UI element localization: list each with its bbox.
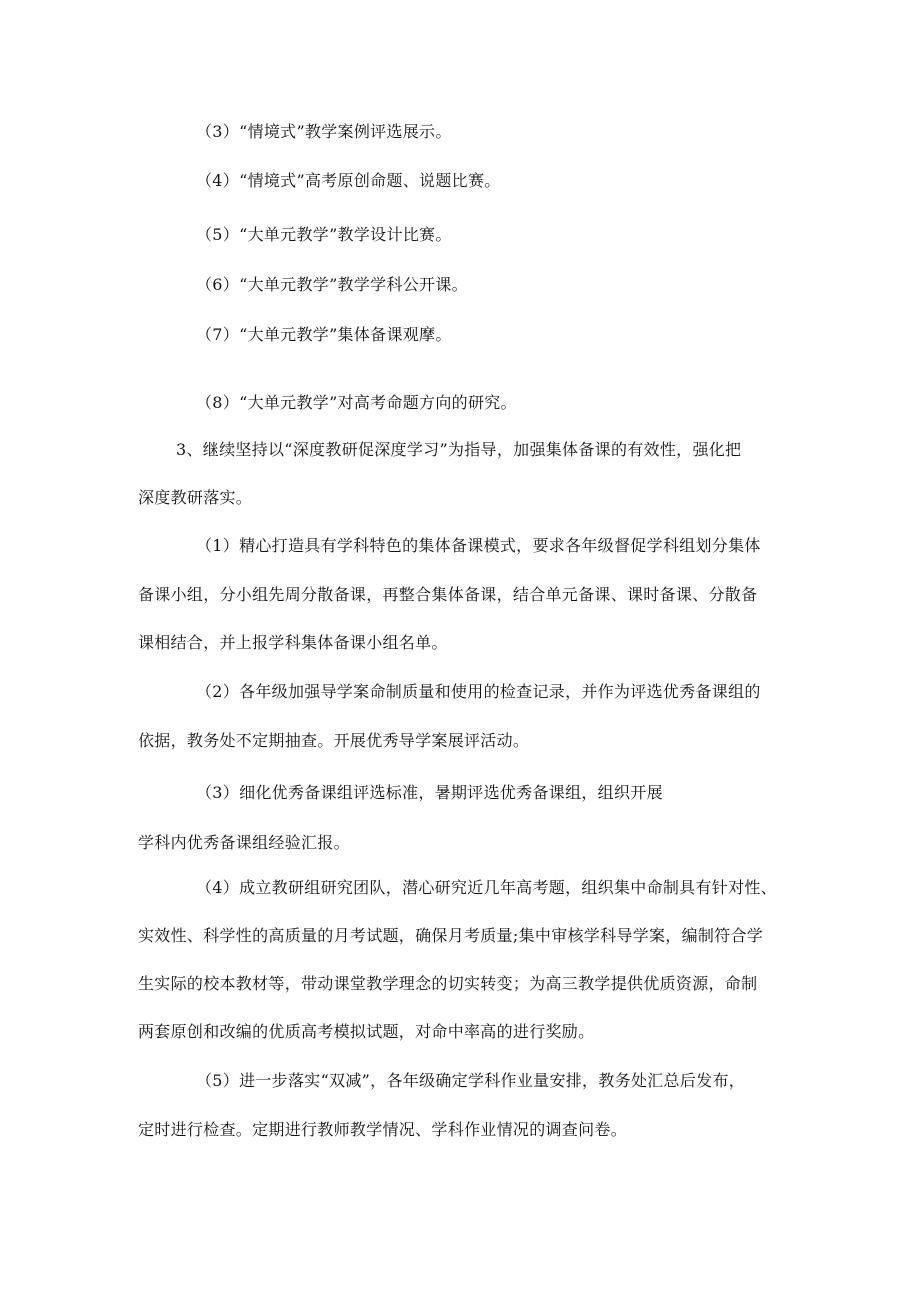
paragraph-5-line: （5）进一步落实“双减”，各年级确定学科作业量安排，教务处汇总后发布， <box>196 1071 746 1090</box>
list-item-text: “大单元教学”教学设计比赛。 <box>239 225 452 244</box>
list-item-text: “大单元教学”集体备课观摩。 <box>239 325 452 344</box>
paragraph-3-line: 学科内优秀备课组经验汇报。 <box>138 833 350 852</box>
list-item-text: “情境式”教学案例评选展示。 <box>239 122 452 141</box>
list-item-number: （3） <box>196 122 240 141</box>
paragraph-3-line: （3）细化优秀备课组评选标准，暑期评选优秀备课组，组织开展 <box>196 783 663 802</box>
list-item <box>196 392 517 414</box>
section-3-text-line: 深度教研落实。 <box>138 488 253 507</box>
paragraph-1-line: 课相结合，并上报学科集体备课小组名单。 <box>138 633 448 652</box>
paragraph-4-line: （4）成立教研组研究团队，潜心研究近几年高考题，组织集中命制具有针对性、 <box>196 878 777 897</box>
list-item <box>196 224 452 246</box>
paragraph-4-line: 两套原创和改编的优质高考模拟试题，对命中率高的进行奖励。 <box>138 1022 595 1041</box>
list-item <box>196 121 452 143</box>
list-item-number: （5） <box>196 225 240 244</box>
list-item <box>196 274 468 296</box>
paragraph-1-line: （1）精心打造具有学科特色的集体备课模式，要求各年级督促学科组划分集体 <box>196 536 761 555</box>
list-item-text: “情境式”高考原创命题、说题比赛。 <box>239 171 501 190</box>
paragraph-2-line: 依据，教务处不定期抽查。开展优秀导学案展评活动。 <box>138 731 530 750</box>
section-3-heading-line: 3、继续坚持以“深度教研促深度学习”为指导，加强集体备课的有效性，强化把 <box>176 440 742 459</box>
list-item-number: （8） <box>196 393 240 412</box>
paragraph-4-line: 实效性、科学性的高质量的月考试题，确保月考质量;集中审核学科导学案，编制符合学 <box>138 926 764 945</box>
list-item-number: （7） <box>196 325 240 344</box>
list-item-number: （4） <box>196 171 240 190</box>
paragraph-5-line: 定时进行检查。定期进行教师教学情况、学科作业情况的调查问卷。 <box>138 1120 628 1139</box>
list-item-number: （6） <box>196 275 240 294</box>
paragraph-1-line: 备课小组，分小组先周分散备课，再整合集体备课，结合单元备课、课时备课、分散备 <box>138 585 758 604</box>
list-item-text: “大单元教学”对高考命题方向的研究。 <box>239 393 517 412</box>
list-item <box>196 324 452 346</box>
paragraph-4-line: 生实际的校本教材等，带动课堂教学理念的切实转变；为高三教学提供优质资源，命制 <box>138 974 758 993</box>
paragraph-2-line: （2）各年级加强导学案命制质量和使用的检查记录，并作为评选优秀备课组的 <box>196 682 761 701</box>
list-item <box>196 170 501 192</box>
list-item-text: “大单元教学”教学学科公开课。 <box>239 275 468 294</box>
